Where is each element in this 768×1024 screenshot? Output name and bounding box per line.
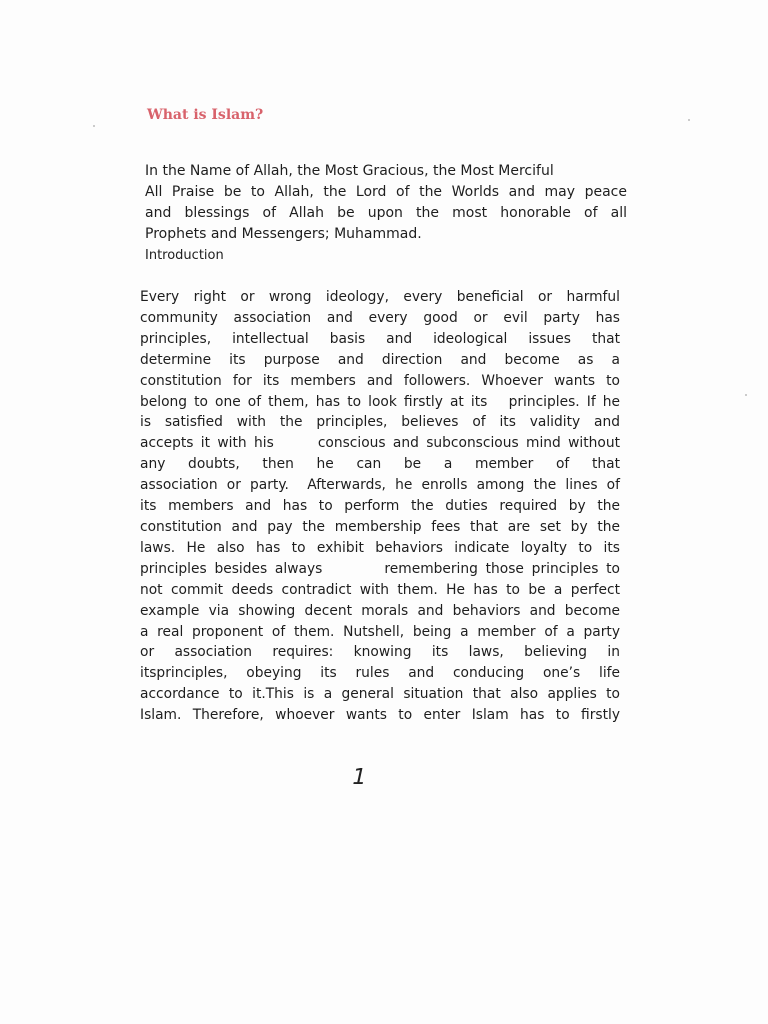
- introduction-heading: Introduction: [145, 248, 224, 263]
- paragraph-line: its members and has to perform the duties required by the: [140, 498, 620, 515]
- scan-speck: [688, 119, 690, 121]
- paragraph-line: principles besides always remembering those principles to: [140, 560, 620, 577]
- paragraph-line: community association and every good or evil party has: [140, 309, 620, 326]
- paragraph-line: accepts it with his conscious and subconscious mind without: [140, 435, 620, 452]
- scan-speck: [745, 394, 747, 396]
- paragraph-line: principles, intellectual basis and ideological issues that: [140, 330, 620, 347]
- opening-invocation: [145, 161, 627, 266]
- invocation-line: and blessings of Allah be upon the most honorable of all: [145, 205, 627, 221]
- paragraph-line: or association requires: knowing its laws, believing in: [140, 644, 620, 661]
- body-paragraph: [140, 287, 620, 726]
- paragraph-line: is satisfied with the principles, believes of its validity and: [140, 414, 620, 431]
- paragraph-line: Islam. Therefore, whoever wants to enter Islam has to firstly: [140, 707, 620, 724]
- paragraph-line: itsprinciples, obeying its rules and conducing one’s life: [140, 665, 620, 682]
- paragraph-line: laws. He also has to exhibit behaviors indicate loyalty to its: [140, 539, 620, 556]
- paragraph-line: constitution and pay the membership fees that are set by the: [140, 518, 620, 535]
- paragraph-line: accordance to it.This is a general situation that also applies to: [140, 686, 620, 703]
- scan-speck: [93, 125, 95, 127]
- invocation-line: Prophets and Messengers; Muhammad.: [145, 226, 422, 242]
- paragraph-line: constitution for its members and followers. Whoever wants to: [140, 372, 620, 389]
- paragraph-line: belong to one of them, has to look firstly at its principles. If he: [140, 393, 620, 410]
- paragraph-line: Every right or wrong ideology, every beneficial or harmful: [140, 289, 620, 305]
- paragraph-line: determine its purpose and direction and become as a: [140, 351, 620, 368]
- paragraph-line: association or party. Afterwards, he enrolls among the lines of: [140, 477, 620, 494]
- paragraph-line: any doubts, then he can be a member of that: [140, 456, 620, 473]
- invocation-line: In the Name of Allah, the Most Gracious, the Most Merciful: [145, 163, 554, 179]
- paragraph-line: a real proponent of them. Nutshell, being a member of a party: [140, 623, 620, 640]
- paragraph-line: not commit deeds contradict with them. He has to be a perfect: [140, 581, 620, 598]
- page-number: 1: [349, 765, 369, 790]
- invocation-line: All Praise be to Allah, the Lord of the Worlds and may peace: [145, 184, 627, 200]
- paragraph-line: example via showing decent morals and behaviors and become: [140, 602, 620, 619]
- document-title: What is Islam?: [147, 107, 264, 123]
